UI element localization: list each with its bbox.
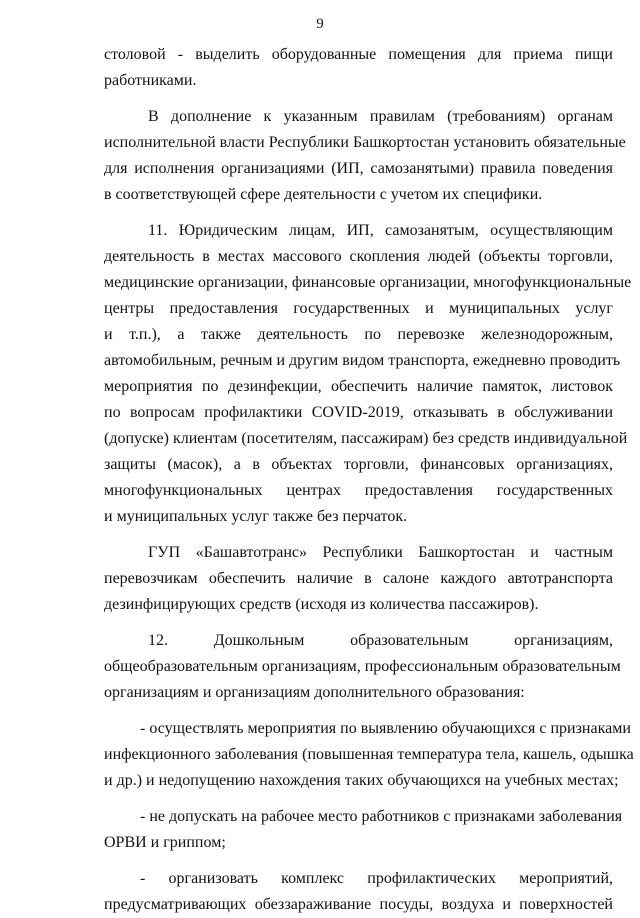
text-line: В дополнение к указанным правилам (требованиям) органам [148, 108, 613, 125]
text-line: для исполнения организациями (ИП, самозанятыми) правила поведения [104, 160, 613, 177]
text-line: деятельность в местах массового скопления людей (объекты торговли, [104, 248, 613, 265]
text-line: защиты (масок), а в объектах торговли, финансовых организациях, [104, 456, 613, 473]
paragraph-bullet-organize [104, 866, 613, 918]
document-body [104, 42, 634, 918]
text-line: предусматривающих обеззараживание посуды, воздуха и поверхностей [104, 896, 613, 913]
paragraph-canteen [104, 42, 613, 94]
text-line: - организовать комплекс профилактических мероприятий, [140, 870, 613, 887]
text-line: перевозчикам обеспечить наличие в салоне каждого автотранспорта [104, 570, 613, 587]
text-line: медицинские организации, финансовые организации, многофункциональные [104, 274, 632, 291]
text-line: и т.п.), а также деятельность по перевозке железнодорожным, [104, 326, 613, 343]
text-line: общеобразовательным организациям, профессиональным образовательным [104, 658, 621, 675]
paragraph-additional-rules [104, 104, 626, 208]
text-line: (допуске) клиентам (посетителям, пассажирам) без средств индивидуальной [104, 430, 628, 447]
paragraph-bullet-no-admit [104, 804, 623, 856]
text-line: столовой - выделить оборудованные помещения для приема пищи [104, 46, 613, 63]
text-line: центры предоставления государственных и муниципальных услуг [104, 300, 613, 317]
paragraph-bashavtotrans [104, 540, 613, 618]
text-line: и др.) и недопущению нахождения таких обучающихся на учебных местах; [104, 772, 619, 789]
text-line: организациям и организациям дополнительного образования: [104, 684, 525, 701]
text-line: - не допускать на рабочее место работников с признаками заболевания [140, 808, 623, 825]
text-line: дезинфицирующих средств (исходя из количества пассажиров). [104, 596, 539, 613]
text-line: автомобильным, речным и другим видом транспорта, ежедневно проводить [104, 352, 621, 369]
text-line: многофункциональных центрах предоставления государственных [104, 482, 613, 499]
text-line: 11. Юридическим лицам, ИП, самозанятым, осуществляющим [148, 222, 613, 239]
paragraph-bullet-detect [104, 716, 634, 794]
text-line: ГУП «Башавтотранс» Республики Башкортостан и частным [148, 544, 613, 561]
text-line: работниками. [104, 72, 197, 89]
text-line: инфекционного заболевания (повышенная температура тела, кашель, одышка [104, 746, 634, 763]
text-line: исполнительной власти Республики Башкортостан установить обязательные [104, 134, 626, 151]
text-line: и муниципальных услуг также без перчаток. [104, 508, 408, 525]
paragraph-item-12 [104, 628, 621, 706]
text-line: в соответствующей сфере деятельности с учетом их специфики. [104, 186, 543, 203]
text-line: 12. Дошкольным образовательным организациям, [148, 632, 613, 649]
text-line: - осуществлять мероприятия по выявлению обучающихся с признаками [140, 720, 631, 737]
text-line: мероприятия по дезинфекции, обеспечить наличие памяток, листовок [104, 378, 613, 395]
text-line: по вопросам профилактики COVID-2019, отказывать в обслуживании [104, 404, 613, 421]
page-number: 9 [316, 16, 324, 32]
text-line: ОРВИ и гриппом; [104, 834, 226, 851]
paragraph-item-11 [104, 218, 632, 530]
